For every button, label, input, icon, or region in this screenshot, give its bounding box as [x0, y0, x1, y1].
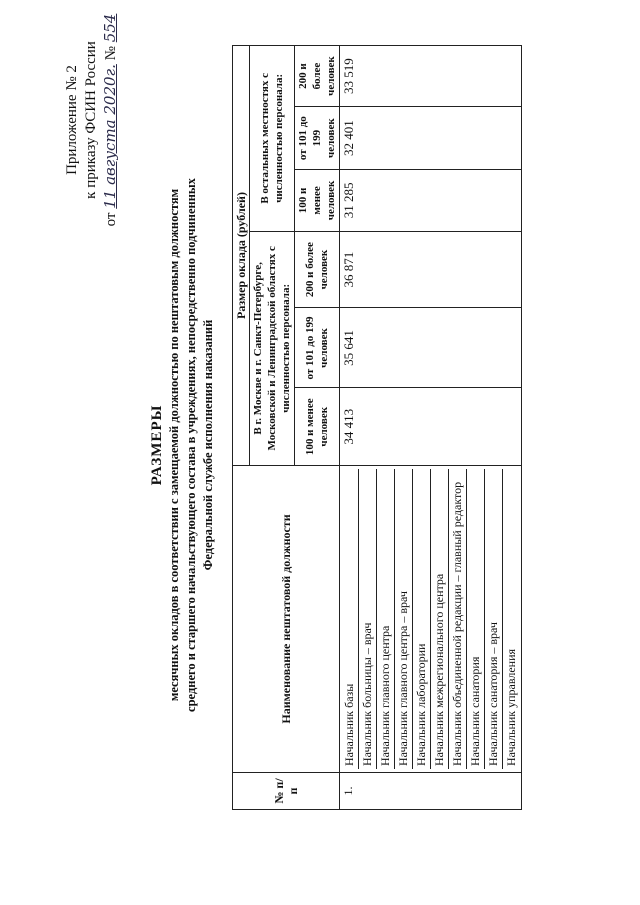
number-prefix: № — [103, 46, 119, 61]
sub-header: от 101 до 199 человек — [295, 107, 340, 170]
group-header-other: В остальных местностях с численностью персонала: — [250, 46, 295, 232]
salary-value: 32 401 — [340, 107, 522, 170]
sub-header: 100 и менее человек — [295, 388, 340, 466]
salary-value: 35 641 — [340, 308, 522, 388]
title-line-3: Федеральной службе исполнения наказаний — [201, 319, 215, 571]
col-header-number: № п/п — [233, 773, 340, 810]
position-list — [340, 466, 522, 773]
group-header-moscow: В г. Москве и г. Санкт-Петербурге, Московской и Ленинградской областях с численностью персонала: — [250, 231, 295, 465]
header-row-1 — [233, 46, 250, 810]
salary-value: 36 871 — [340, 231, 522, 308]
title-line-1: месячных окладов в соответствии с замещаемой должностью по нештатовым должностям — [167, 188, 181, 702]
position-item: Начальник лаборатории — [413, 469, 431, 769]
title-heading: РАЗМЕРЫ — [149, 404, 165, 486]
sub-header: 200 и более человек — [295, 46, 340, 107]
salary-value: 31 285 — [340, 170, 522, 232]
position-item: Начальник базы — [341, 469, 359, 769]
position-item: Начальник управления — [504, 648, 518, 766]
position-item: Начальник главного центра – врач — [395, 469, 413, 769]
sub-header: 100 и менее человек — [295, 170, 340, 232]
title-line-2: среднего и старшего начальствующего состава в учреждениях, непосредственно подчиненных — [184, 178, 198, 712]
appendix-order-ref: к приказу ФСИН России — [83, 41, 99, 199]
salary-value: 33 519 — [340, 46, 522, 107]
handwritten-number: 554 — [101, 13, 119, 43]
appendix-header — [63, 5, 121, 235]
sub-header: 200 и более человек — [295, 231, 340, 308]
position-item: Начальник больницы – врач — [359, 469, 377, 769]
salary-value: 34 413 — [340, 388, 522, 466]
position-item: Начальник главного центра — [377, 469, 395, 769]
appendix-date-line — [101, 5, 121, 235]
handwritten-date: 11 августа 2020г. — [101, 64, 119, 209]
salary-table — [232, 45, 522, 810]
position-item: Начальник межрегионального центра — [431, 469, 449, 769]
position-item: Начальник санатория – врач — [485, 469, 503, 769]
position-item: Начальник санатория — [467, 469, 485, 769]
col-header-salary: Размер оклада (рублей) — [233, 46, 250, 466]
position-item: Начальник объединенной редакции – главный редактор — [449, 469, 467, 769]
row-index: 1. — [340, 773, 522, 810]
sub-header: от 101 до 199 человек — [295, 308, 340, 388]
appendix-title: Приложение № 2 — [64, 65, 80, 175]
date-prefix: от — [103, 212, 119, 227]
table-row — [340, 46, 522, 810]
col-header-position: Наименование нештатовой должности — [233, 466, 340, 773]
document-title — [148, 105, 217, 785]
